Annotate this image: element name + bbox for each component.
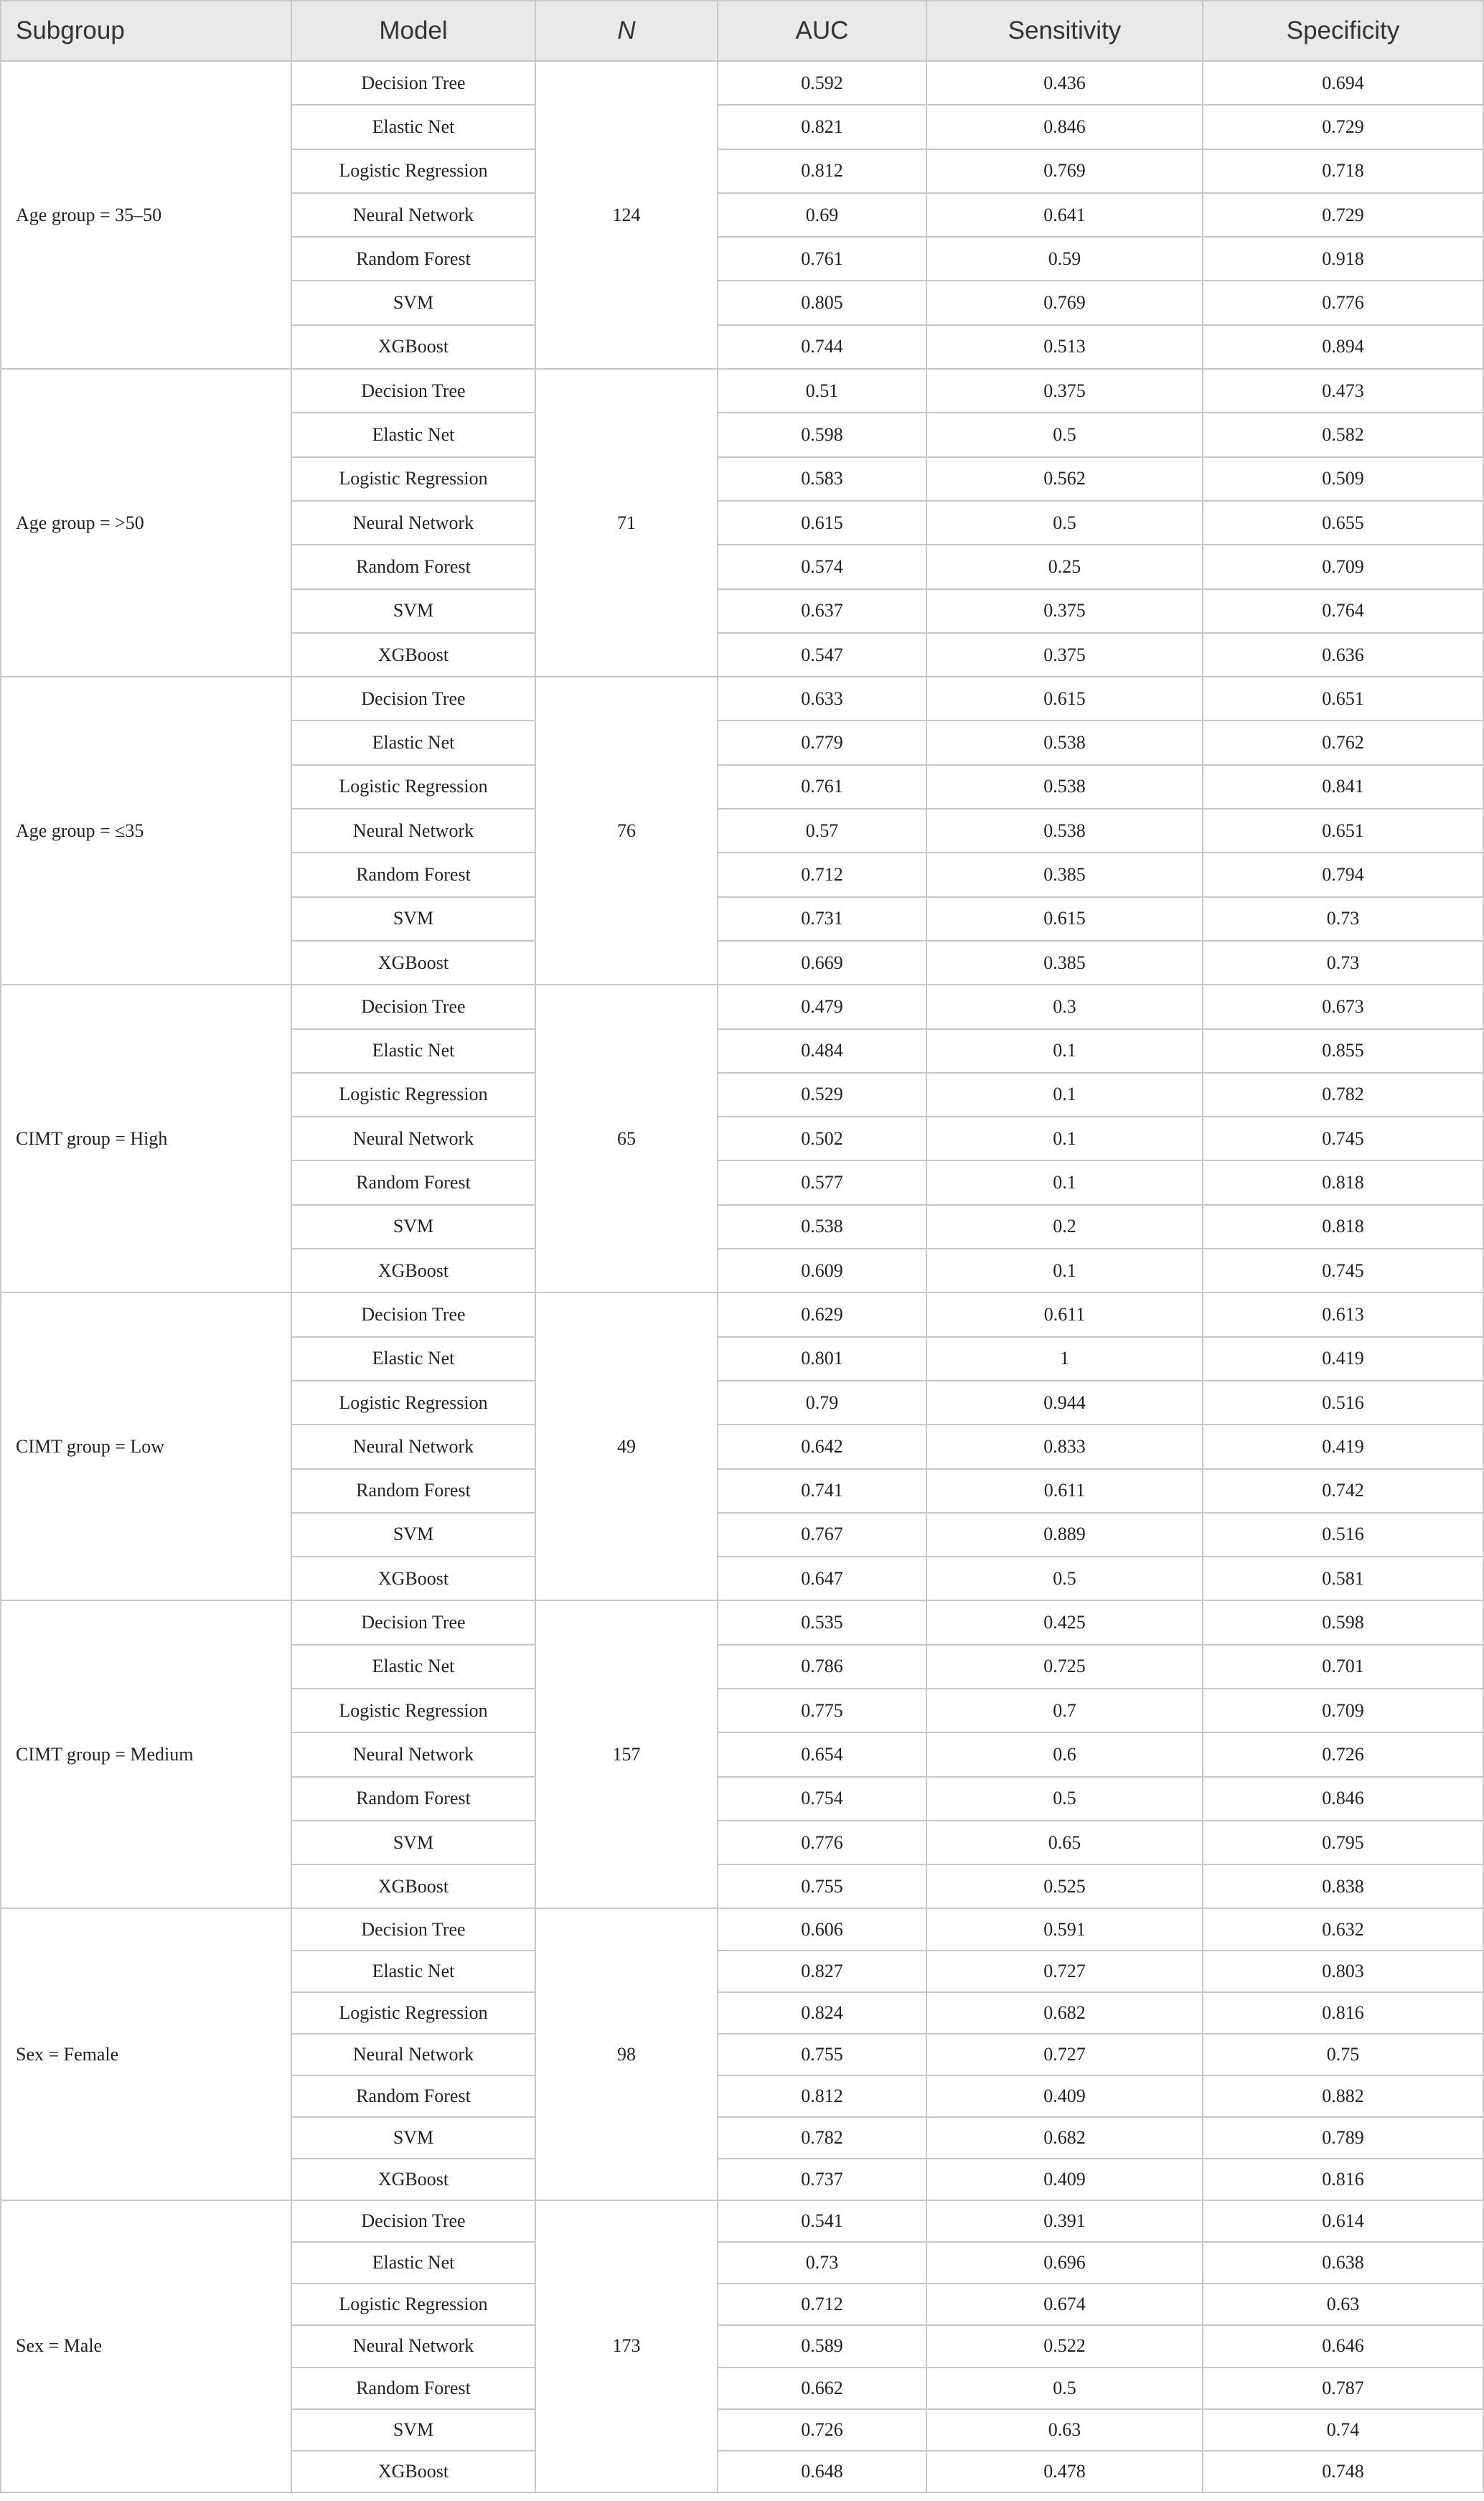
auc-cell: 0.529 <box>718 1073 926 1117</box>
auc-cell: 0.73 <box>718 2242 926 2284</box>
specificity-cell: 0.726 <box>1203 1732 1483 1776</box>
model-cell: Elastic Net <box>291 413 535 456</box>
auc-cell: 0.712 <box>718 853 926 896</box>
model-cell: XGBoost <box>291 1249 535 1292</box>
sensitivity-cell: 0.538 <box>926 809 1203 853</box>
sensitivity-cell: 0.727 <box>926 1951 1203 1992</box>
specificity-cell: 0.709 <box>1203 1689 1483 1732</box>
specificity-cell: 0.632 <box>1203 1908 1483 1950</box>
subgroup-cell: Age group = ≤35 <box>1 677 291 985</box>
model-cell: Logistic Regression <box>291 457 535 501</box>
model-cell: Neural Network <box>291 1425 535 1468</box>
sensitivity-cell: 0.833 <box>926 1425 1203 1468</box>
model-cell: SVM <box>291 1821 535 1864</box>
model-cell: Decision Tree <box>291 677 535 721</box>
model-cell: Logistic Regression <box>291 1073 535 1117</box>
specificity-cell: 0.638 <box>1203 2242 1483 2284</box>
sensitivity-cell: 0.436 <box>926 61 1203 105</box>
model-cell: XGBoost <box>291 325 535 369</box>
n-cell: 157 <box>535 1600 718 1908</box>
auc-cell: 0.535 <box>718 1600 926 1644</box>
specificity-cell: 0.673 <box>1203 985 1483 1028</box>
sensitivity-cell: 0.25 <box>926 545 1203 588</box>
sensitivity-cell: 0.409 <box>926 2075 1203 2117</box>
model-cell: SVM <box>291 589 535 633</box>
auc-cell: 0.812 <box>718 149 926 193</box>
model-cell: SVM <box>291 1513 535 1557</box>
model-cell: Random Forest <box>291 1160 535 1204</box>
model-cell: Neural Network <box>291 809 535 853</box>
sensitivity-cell: 0.641 <box>926 193 1203 237</box>
model-cell: Elastic Net <box>291 105 535 149</box>
auc-cell: 0.755 <box>718 1864 926 1908</box>
sensitivity-cell: 0.889 <box>926 1513 1203 1557</box>
model-cell: Decision Tree <box>291 1292 535 1336</box>
model-cell: Neural Network <box>291 1117 535 1160</box>
header-subgroup: Subgroup <box>1 1 291 61</box>
table-row <box>1 2200 1483 2242</box>
specificity-cell: 0.613 <box>1203 1292 1483 1336</box>
specificity-cell: 0.816 <box>1203 2159 1483 2200</box>
specificity-cell: 0.729 <box>1203 105 1483 149</box>
sensitivity-cell: 0.725 <box>926 1645 1203 1689</box>
sensitivity-cell: 0.1 <box>926 1117 1203 1160</box>
header-row <box>1 1 1483 61</box>
subgroup-cell: CIMT group = Low <box>1 1292 291 1600</box>
model-cell: Random Forest <box>291 1469 535 1513</box>
table-row <box>1 1600 1483 1644</box>
specificity-cell: 0.742 <box>1203 1469 1483 1513</box>
specificity-cell: 0.794 <box>1203 853 1483 896</box>
auc-cell: 0.547 <box>718 633 926 677</box>
model-cell: Neural Network <box>291 501 535 545</box>
sensitivity-cell: 0.425 <box>926 1600 1203 1644</box>
auc-cell: 0.648 <box>718 2451 926 2492</box>
model-cell: SVM <box>291 281 535 324</box>
table-row <box>1 1292 1483 1336</box>
sensitivity-cell: 0.769 <box>926 281 1203 324</box>
table-body <box>1 61 1483 2492</box>
table-row <box>1 1908 1483 1950</box>
auc-cell: 0.782 <box>718 2117 926 2159</box>
table-row <box>1 985 1483 1028</box>
auc-cell: 0.767 <box>718 1513 926 1557</box>
specificity-cell: 0.745 <box>1203 1117 1483 1160</box>
specificity-cell: 0.651 <box>1203 809 1483 853</box>
sensitivity-cell: 0.65 <box>926 1821 1203 1864</box>
sensitivity-cell: 0.1 <box>926 1073 1203 1117</box>
sensitivity-cell: 0.375 <box>926 589 1203 633</box>
n-cell: 71 <box>535 369 718 677</box>
auc-cell: 0.502 <box>718 1117 926 1160</box>
model-cell: Random Forest <box>291 237 535 281</box>
sensitivity-cell: 0.391 <box>926 2200 1203 2242</box>
model-cell: Neural Network <box>291 193 535 237</box>
auc-cell: 0.79 <box>718 1381 926 1425</box>
subgroup-cell: Age group = 35–50 <box>1 61 291 369</box>
model-cell: Random Forest <box>291 2368 535 2409</box>
table-row <box>1 61 1483 105</box>
specificity-cell: 0.516 <box>1203 1381 1483 1425</box>
subgroup-cell: Age group = >50 <box>1 369 291 677</box>
specificity-cell: 0.636 <box>1203 633 1483 677</box>
specificity-cell: 0.762 <box>1203 721 1483 764</box>
auc-cell: 0.731 <box>718 897 926 941</box>
specificity-cell: 0.894 <box>1203 325 1483 369</box>
specificity-cell: 0.776 <box>1203 281 1483 324</box>
auc-cell: 0.754 <box>718 1777 926 1821</box>
header-n: N <box>535 1 718 61</box>
auc-cell: 0.479 <box>718 985 926 1028</box>
sensitivity-cell: 0.2 <box>926 1205 1203 1249</box>
n-cell: 65 <box>535 985 718 1292</box>
header-specificity: Specificity <box>1203 1 1483 61</box>
model-cell: Neural Network <box>291 2034 535 2075</box>
sensitivity-cell: 0.409 <box>926 2159 1203 2200</box>
sensitivity-cell: 0.7 <box>926 1689 1203 1732</box>
model-cell: XGBoost <box>291 2451 535 2492</box>
n-cell: 98 <box>535 1908 718 2200</box>
model-cell: Decision Tree <box>291 369 535 413</box>
specificity-cell: 0.718 <box>1203 149 1483 193</box>
sensitivity-cell: 0.525 <box>926 1864 1203 1908</box>
model-cell: Random Forest <box>291 545 535 588</box>
specificity-cell: 0.651 <box>1203 677 1483 721</box>
subgroup-cell: Sex = Female <box>1 1908 291 2200</box>
model-cell: Elastic Net <box>291 2242 535 2284</box>
specificity-cell: 0.581 <box>1203 1557 1483 1600</box>
model-cell: XGBoost <box>291 1557 535 1600</box>
subgroup-cell: CIMT group = Medium <box>1 1600 291 1908</box>
sensitivity-cell: 0.674 <box>926 2284 1203 2325</box>
sensitivity-cell: 1 <box>926 1337 1203 1381</box>
auc-cell: 0.805 <box>718 281 926 324</box>
specificity-cell: 0.841 <box>1203 765 1483 809</box>
auc-cell: 0.583 <box>718 457 926 501</box>
header-model: Model <box>291 1 535 61</box>
model-cell: SVM <box>291 897 535 941</box>
model-cell: XGBoost <box>291 2159 535 2200</box>
sensitivity-cell: 0.513 <box>926 325 1203 369</box>
header-auc: AUC <box>718 1 926 61</box>
sensitivity-cell: 0.538 <box>926 721 1203 764</box>
specificity-cell: 0.74 <box>1203 2409 1483 2451</box>
model-cell: SVM <box>291 2117 535 2159</box>
model-cell: Logistic Regression <box>291 1992 535 2034</box>
sensitivity-cell: 0.3 <box>926 985 1203 1028</box>
sensitivity-cell: 0.5 <box>926 413 1203 456</box>
auc-cell: 0.484 <box>718 1029 926 1073</box>
specificity-cell: 0.748 <box>1203 2451 1483 2492</box>
auc-cell: 0.577 <box>718 1160 926 1204</box>
auc-cell: 0.761 <box>718 765 926 809</box>
auc-cell: 0.541 <box>718 2200 926 2242</box>
model-cell: Logistic Regression <box>291 149 535 193</box>
sensitivity-cell: 0.846 <box>926 105 1203 149</box>
specificity-cell: 0.598 <box>1203 1600 1483 1644</box>
specificity-cell: 0.918 <box>1203 237 1483 281</box>
sensitivity-cell: 0.385 <box>926 941 1203 985</box>
subgroup-cell: CIMT group = High <box>1 985 291 1292</box>
auc-cell: 0.755 <box>718 2034 926 2075</box>
n-cell: 76 <box>535 677 718 985</box>
sensitivity-cell: 0.615 <box>926 677 1203 721</box>
sensitivity-cell: 0.769 <box>926 149 1203 193</box>
model-cell: Neural Network <box>291 2325 535 2367</box>
auc-cell: 0.726 <box>718 2409 926 2451</box>
header-sensitivity: Sensitivity <box>926 1 1203 61</box>
specificity-cell: 0.787 <box>1203 2368 1483 2409</box>
auc-cell: 0.786 <box>718 1645 926 1689</box>
sensitivity-cell: 0.5 <box>926 1777 1203 1821</box>
sensitivity-cell: 0.385 <box>926 853 1203 896</box>
auc-cell: 0.633 <box>718 677 926 721</box>
sensitivity-cell: 0.478 <box>926 2451 1203 2492</box>
model-cell: Logistic Regression <box>291 1689 535 1732</box>
sensitivity-cell: 0.5 <box>926 1557 1203 1600</box>
n-cell: 173 <box>535 2200 718 2492</box>
sensitivity-cell: 0.5 <box>926 501 1203 545</box>
sensitivity-cell: 0.562 <box>926 457 1203 501</box>
model-cell: Random Forest <box>291 2075 535 2117</box>
sensitivity-cell: 0.1 <box>926 1160 1203 1204</box>
n-cell: 124 <box>535 61 718 369</box>
specificity-cell: 0.803 <box>1203 1951 1483 1992</box>
specificity-cell: 0.473 <box>1203 369 1483 413</box>
specificity-cell: 0.655 <box>1203 501 1483 545</box>
auc-cell: 0.647 <box>718 1557 926 1600</box>
auc-cell: 0.51 <box>718 369 926 413</box>
specificity-cell: 0.516 <box>1203 1513 1483 1557</box>
sensitivity-cell: 0.375 <box>926 369 1203 413</box>
sensitivity-cell: 0.6 <box>926 1732 1203 1776</box>
sensitivity-cell: 0.522 <box>926 2325 1203 2367</box>
auc-cell: 0.538 <box>718 1205 926 1249</box>
model-cell: Decision Tree <box>291 1908 535 1950</box>
specificity-cell: 0.838 <box>1203 1864 1483 1908</box>
sensitivity-cell: 0.1 <box>926 1029 1203 1073</box>
auc-cell: 0.592 <box>718 61 926 105</box>
sensitivity-cell: 0.944 <box>926 1381 1203 1425</box>
specificity-cell: 0.818 <box>1203 1205 1483 1249</box>
model-cell: Elastic Net <box>291 1951 535 1992</box>
n-cell: 49 <box>535 1292 718 1600</box>
model-cell: Decision Tree <box>291 1600 535 1644</box>
table-row <box>1 369 1483 413</box>
sensitivity-cell: 0.682 <box>926 2117 1203 2159</box>
auc-cell: 0.776 <box>718 1821 926 1864</box>
specificity-cell: 0.764 <box>1203 589 1483 633</box>
auc-cell: 0.827 <box>718 1951 926 1992</box>
auc-cell: 0.761 <box>718 237 926 281</box>
specificity-cell: 0.419 <box>1203 1337 1483 1381</box>
model-cell: XGBoost <box>291 1864 535 1908</box>
auc-cell: 0.609 <box>718 1249 926 1292</box>
specificity-cell: 0.509 <box>1203 457 1483 501</box>
table-header <box>1 1 1483 61</box>
auc-cell: 0.812 <box>718 2075 926 2117</box>
specificity-cell: 0.795 <box>1203 1821 1483 1864</box>
model-cell: Logistic Regression <box>291 2284 535 2325</box>
specificity-cell: 0.73 <box>1203 897 1483 941</box>
specificity-cell: 0.73 <box>1203 941 1483 985</box>
specificity-cell: 0.709 <box>1203 545 1483 588</box>
sensitivity-cell: 0.611 <box>926 1469 1203 1513</box>
auc-cell: 0.744 <box>718 325 926 369</box>
sensitivity-cell: 0.538 <box>926 765 1203 809</box>
auc-cell: 0.57 <box>718 809 926 853</box>
specificity-cell: 0.63 <box>1203 2284 1483 2325</box>
model-cell: Decision Tree <box>291 2200 535 2242</box>
model-cell: SVM <box>291 1205 535 1249</box>
auc-cell: 0.642 <box>718 1425 926 1468</box>
specificity-cell: 0.855 <box>1203 1029 1483 1073</box>
auc-cell: 0.669 <box>718 941 926 985</box>
auc-cell: 0.637 <box>718 589 926 633</box>
auc-cell: 0.606 <box>718 1908 926 1950</box>
model-cell: SVM <box>291 2409 535 2451</box>
specificity-cell: 0.419 <box>1203 1425 1483 1468</box>
sensitivity-cell: 0.63 <box>926 2409 1203 2451</box>
sensitivity-cell: 0.611 <box>926 1292 1203 1336</box>
model-cell: Random Forest <box>291 853 535 896</box>
specificity-cell: 0.701 <box>1203 1645 1483 1689</box>
auc-cell: 0.589 <box>718 2325 926 2367</box>
model-cell: XGBoost <box>291 633 535 677</box>
specificity-cell: 0.729 <box>1203 193 1483 237</box>
sensitivity-cell: 0.615 <box>926 897 1203 941</box>
specificity-cell: 0.789 <box>1203 2117 1483 2159</box>
auc-cell: 0.712 <box>718 2284 926 2325</box>
specificity-cell: 0.782 <box>1203 1073 1483 1117</box>
auc-cell: 0.574 <box>718 545 926 588</box>
model-cell: Elastic Net <box>291 721 535 764</box>
auc-cell: 0.741 <box>718 1469 926 1513</box>
auc-cell: 0.615 <box>718 501 926 545</box>
specificity-cell: 0.582 <box>1203 413 1483 456</box>
model-cell: Elastic Net <box>291 1337 535 1381</box>
sensitivity-cell: 0.591 <box>926 1908 1203 1950</box>
sensitivity-cell: 0.682 <box>926 1992 1203 2034</box>
specificity-cell: 0.818 <box>1203 1160 1483 1204</box>
specificity-cell: 0.614 <box>1203 2200 1483 2242</box>
model-cell: XGBoost <box>291 941 535 985</box>
model-cell: Elastic Net <box>291 1645 535 1689</box>
specificity-cell: 0.745 <box>1203 1249 1483 1292</box>
model-cell: Logistic Regression <box>291 1381 535 1425</box>
auc-cell: 0.821 <box>718 105 926 149</box>
sensitivity-cell: 0.5 <box>926 2368 1203 2409</box>
auc-cell: 0.824 <box>718 1992 926 2034</box>
sensitivity-cell: 0.1 <box>926 1249 1203 1292</box>
auc-cell: 0.629 <box>718 1292 926 1336</box>
auc-cell: 0.598 <box>718 413 926 456</box>
specificity-cell: 0.882 <box>1203 2075 1483 2117</box>
specificity-cell: 0.694 <box>1203 61 1483 105</box>
sensitivity-cell: 0.696 <box>926 2242 1203 2284</box>
table-row <box>1 677 1483 721</box>
sensitivity-cell: 0.727 <box>926 2034 1203 2075</box>
specificity-cell: 0.75 <box>1203 2034 1483 2075</box>
specificity-cell: 0.646 <box>1203 2325 1483 2367</box>
model-cell: Random Forest <box>291 1777 535 1821</box>
sensitivity-cell: 0.59 <box>926 237 1203 281</box>
specificity-cell: 0.846 <box>1203 1777 1483 1821</box>
auc-cell: 0.737 <box>718 2159 926 2200</box>
auc-cell: 0.662 <box>718 2368 926 2409</box>
model-cell: Logistic Regression <box>291 765 535 809</box>
auc-cell: 0.801 <box>718 1337 926 1381</box>
model-cell: Neural Network <box>291 1732 535 1776</box>
auc-cell: 0.775 <box>718 1689 926 1732</box>
model-cell: Decision Tree <box>291 61 535 105</box>
auc-cell: 0.654 <box>718 1732 926 1776</box>
specificity-cell: 0.816 <box>1203 1992 1483 2034</box>
model-cell: Elastic Net <box>291 1029 535 1073</box>
sensitivity-cell: 0.375 <box>926 633 1203 677</box>
model-cell: Decision Tree <box>291 985 535 1028</box>
auc-cell: 0.779 <box>718 721 926 764</box>
auc-cell: 0.69 <box>718 193 926 237</box>
subgroup-cell: Sex = Male <box>1 2200 291 2492</box>
